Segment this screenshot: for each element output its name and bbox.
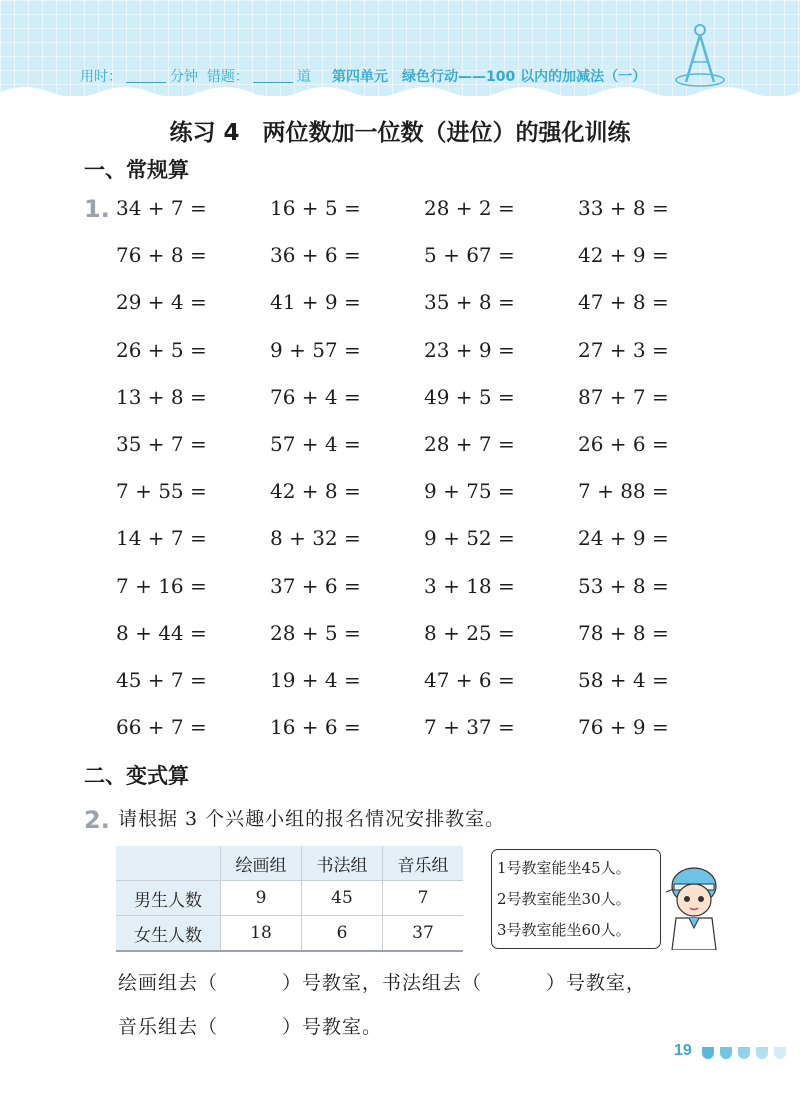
addition-problem: 13 + 8 = (116, 385, 207, 409)
section-heading-variant: 二、变式算 (84, 764, 189, 788)
unit-title: 第四单元 绿色行动——100 以内的加减法（一） (332, 69, 647, 85)
compass-icon (672, 22, 728, 88)
drop-icon (738, 1047, 750, 1059)
student-mascot-icon (662, 862, 724, 950)
addition-problem: 7 + 37 = (424, 715, 515, 739)
addition-problem: 28 + 5 = (270, 621, 361, 645)
table-cell: 6 (302, 916, 383, 952)
answer-line-2: 音乐组去（ ）号教室。 (118, 1016, 383, 1038)
addition-problem: 9 + 75 = (424, 479, 515, 503)
addition-problem: 16 + 6 = (270, 715, 361, 739)
question-2-text: 请根据 3 个兴趣小组的报名情况安排教室。 (118, 808, 506, 830)
addition-problem: 42 + 9 = (578, 243, 669, 267)
addition-problem: 7 + 55 = (116, 479, 207, 503)
addition-problem: 76 + 8 = (116, 243, 207, 267)
table-cell: 18 (221, 916, 302, 952)
time-blank[interactable] (126, 68, 166, 83)
addition-problem: 36 + 6 = (270, 243, 361, 267)
table-header-cell: 书法组 (302, 846, 383, 881)
addition-problem: 23 + 9 = (424, 338, 515, 362)
addition-problem: 8 + 25 = (424, 621, 515, 645)
table-row (116, 916, 463, 952)
table-cell: 45 (302, 881, 383, 916)
addition-problem: 47 + 8 = (578, 290, 669, 314)
time-error-meta: 用时： 分钟 错题： 道 (80, 69, 311, 85)
addition-problem: 5 + 67 = (424, 243, 515, 267)
addition-problem: 19 + 4 = (270, 668, 361, 692)
addition-problem: 8 + 32 = (270, 526, 361, 550)
table-corner-cell (116, 846, 221, 881)
addition-problem: 57 + 4 = (270, 432, 361, 456)
addition-problem: 7 + 88 = (578, 479, 669, 503)
question-number-1: 1. (84, 195, 110, 223)
addition-problem: 47 + 6 = (424, 668, 515, 692)
table-header-cell: 音乐组 (383, 846, 464, 881)
table-header-cell: 绘画组 (221, 846, 302, 881)
addition-problem: 87 + 7 = (578, 385, 669, 409)
question-number-2: 2. (84, 806, 110, 834)
table-cell: 9 (221, 881, 302, 916)
addition-problem: 34 + 7 = (116, 196, 207, 220)
addition-problem: 35 + 8 = (424, 290, 515, 314)
addition-problem: 14 + 7 = (116, 526, 207, 550)
addition-problem: 28 + 2 = (424, 196, 515, 220)
addition-problem: 8 + 44 = (116, 621, 207, 645)
room-line: 3号教室能坐60人。 (497, 921, 631, 939)
addition-problem: 66 + 7 = (116, 715, 207, 739)
addition-problem: 29 + 4 = (116, 290, 207, 314)
registration-table (116, 846, 463, 952)
room-line: 1号教室能坐45人。 (497, 859, 631, 877)
page-header (80, 66, 680, 90)
addition-problem: 49 + 5 = (424, 385, 515, 409)
addition-problem: 27 + 3 = (578, 338, 669, 362)
addition-problem: 58 + 4 = (578, 668, 669, 692)
addition-problem: 26 + 6 = (578, 432, 669, 456)
classroom-capacity-box (491, 849, 661, 949)
addition-problem: 9 + 57 = (270, 338, 361, 362)
page-title: 练习 4 两位数加一位数（进位）的强化训练 (169, 120, 631, 146)
addition-problem: 7 + 16 = (116, 574, 207, 598)
table-cell: 7 (383, 881, 464, 916)
addition-problem: 45 + 7 = (116, 668, 207, 692)
answer-line-1: 绘画组去（ ）号教室，书法组去（ ）号教室， (118, 972, 647, 994)
page-number: 19 (674, 1042, 692, 1059)
addition-problem: 53 + 8 = (578, 574, 669, 598)
addition-problem: 3 + 18 = (424, 574, 515, 598)
errors-blank[interactable] (253, 68, 293, 83)
drop-icon (720, 1047, 732, 1059)
addition-problem: 42 + 8 = (270, 479, 361, 503)
addition-problem: 9 + 52 = (424, 526, 515, 550)
table-row-label: 女生人数 (116, 916, 221, 952)
addition-problem: 26 + 5 = (116, 338, 207, 362)
table-header-row (116, 846, 463, 881)
table-row (116, 881, 463, 916)
drop-icon (756, 1047, 768, 1059)
drop-icon (774, 1047, 786, 1059)
table-row-label: 男生人数 (116, 881, 221, 916)
addition-problem: 16 + 5 = (270, 196, 361, 220)
addition-problem: 76 + 4 = (270, 385, 361, 409)
addition-problem: 24 + 9 = (578, 526, 669, 550)
addition-problem: 41 + 9 = (270, 290, 361, 314)
table-cell: 37 (383, 916, 464, 952)
addition-problem: 37 + 6 = (270, 574, 361, 598)
drop-icon (702, 1047, 714, 1059)
addition-problem: 35 + 7 = (116, 432, 207, 456)
room-line: 2号教室能坐30人。 (497, 890, 631, 908)
addition-problem: 28 + 7 = (424, 432, 515, 456)
addition-problem: 76 + 9 = (578, 715, 669, 739)
addition-problem: 78 + 8 = (578, 621, 669, 645)
section-heading-routine: 一、常规算 (84, 158, 189, 182)
addition-problem: 33 + 8 = (578, 196, 669, 220)
